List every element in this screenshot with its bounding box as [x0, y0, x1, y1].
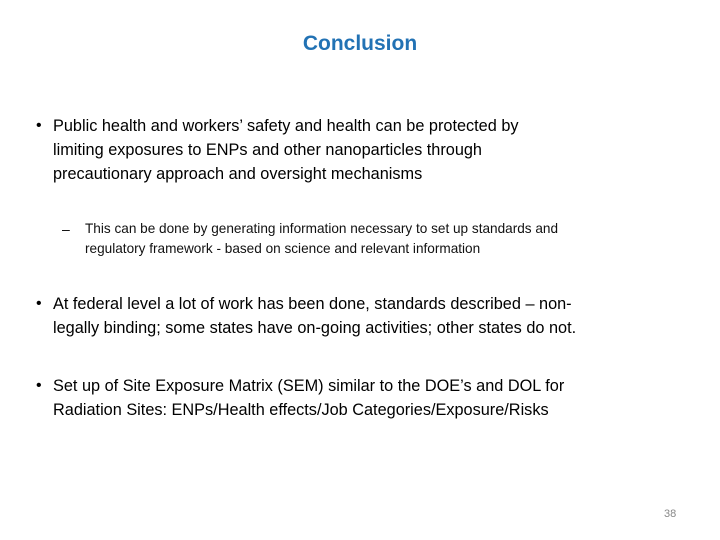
sub-bullet-line-1: This can be done by generating information necessary to set up standards and	[85, 221, 559, 236]
bullet-1-line-3: precautionary approach and oversight mechanisms	[53, 165, 423, 183]
sub-bullet-line-2: regulatory framework - based on science and relevant information	[85, 241, 481, 256]
bullet-1-line-1: Public health and workers’ safety and health can be protected by	[53, 117, 519, 135]
slide-title: Conclusion	[302, 32, 418, 55]
bullet-1-line-2: limiting exposures to ENPs and other nanoparticles through	[53, 141, 482, 159]
bullet-3-line-1: Set up of Site Exposure Matrix (SEM) similar to the DOE’s and DOL for	[53, 377, 565, 395]
bullet-icon: •	[36, 377, 42, 394]
dash-icon: –	[62, 221, 70, 237]
bullet-2-line-2: legally binding; some states have on-going activities; other states do not.	[53, 319, 577, 337]
bullet-icon: •	[36, 295, 42, 312]
bullet-3-line-2: Radiation Sites: ENPs/Health effects/Job Categories/Exposure/Risks	[53, 401, 549, 419]
page-number: 38	[664, 508, 677, 520]
bullet-2-line-1: At federal level a lot of work has been done, standards described – non-	[53, 295, 572, 313]
bullet-icon: •	[36, 117, 42, 134]
